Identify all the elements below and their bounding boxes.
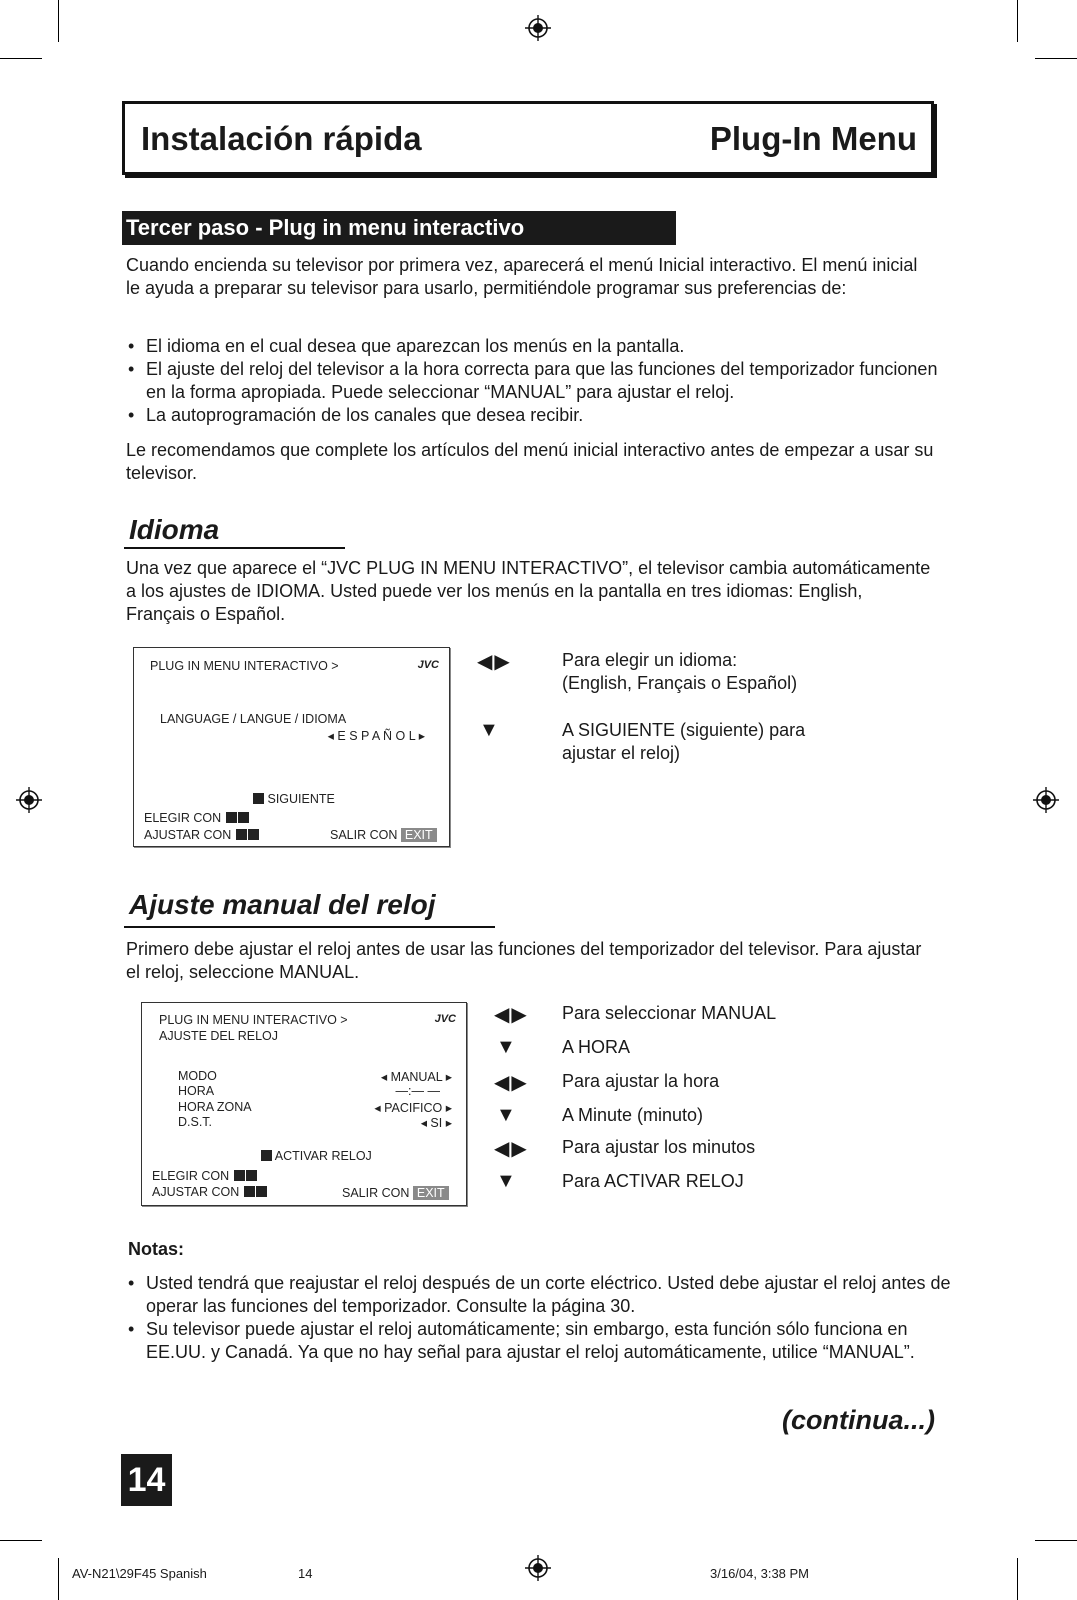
instruction-text: Para seleccionar MANUAL	[562, 1003, 777, 1023]
crop-mark	[58, 1558, 59, 1600]
down-key-icon	[246, 1170, 257, 1181]
registration-mark-icon	[525, 15, 551, 41]
idioma-paragraph: Una vez que aparece el “JVC PLUG IN MENU INTERACTIVO”, el televisor cambia automáticamente a los ajustes de IDIOMA. Usted puede ver los menús en la pantalla en tres idiomas: English, Français o Español.	[126, 558, 931, 624]
idioma-heading: Idioma	[129, 514, 220, 545]
instruction-text: A SIGUIENTE (siguiente) para ajustar el reloj)	[562, 720, 806, 763]
list-item: • La autoprogramación de los canales que desea recibir.	[126, 404, 938, 427]
intro-paragraph: Cuando encienda su televisor por primera vez, aparecerá el menú Inicial interactivo. El menú inicial le ayuda a preparar su televisor para usarlo, permitiéndole programar sus preferencias de:	[126, 255, 918, 298]
notas-heading: Notas:	[128, 1239, 185, 1259]
list-item: • El ajuste del reloj del televisor a la hora correcta para que las funciones del temporizador funcionen en la forma apropiada. Puede seleccionar “MANUAL” para ajustar el reloj.	[126, 358, 938, 404]
row-label-hora: HORA	[178, 1084, 215, 1098]
elegir-hint	[152, 1169, 257, 1183]
continua-label: (continua...)	[782, 1405, 935, 1435]
instruction-text: A HORA	[562, 1037, 631, 1057]
crop-mark	[1017, 1558, 1018, 1600]
registration-mark-icon	[525, 1555, 551, 1581]
right-key-icon	[256, 1186, 267, 1197]
exit-button-label: EXIT	[413, 1186, 449, 1200]
crop-mark	[1017, 0, 1018, 42]
list-item: • El idioma en el cual desea que aparezcan los menús en la pantalla.	[126, 335, 938, 358]
registration-mark-icon	[1033, 787, 1059, 813]
page-header	[122, 101, 934, 175]
crop-mark	[1035, 58, 1077, 59]
salir-hint	[342, 1186, 449, 1200]
crop-mark	[58, 0, 59, 42]
siguiente-label: SIGUIENTE	[267, 792, 335, 806]
language-value: ◂ E S P A Ñ O L ▸	[327, 729, 425, 743]
activar-option	[260, 1149, 372, 1163]
list-item: • Usted tendrá que reajustar el reloj después de un corte eléctrico. Usted debe ajustar el reloj antes de operar las funciones del temporizador. Consulte la página 30.	[126, 1272, 954, 1318]
down-key-icon	[238, 812, 249, 823]
elegir-hint	[144, 811, 249, 825]
page-number-badge: 14	[121, 1454, 172, 1506]
up-key-icon	[226, 812, 237, 823]
left-right-arrows-icon: ◀▶	[494, 1004, 529, 1026]
left-right-arrows-icon: ◀▶	[494, 1072, 529, 1094]
jvc-logo: JVC	[417, 659, 439, 671]
crop-mark	[0, 1540, 42, 1541]
preferences-list	[126, 335, 938, 427]
elegir-label: ELEGIR CON	[144, 811, 222, 825]
instruction-text: Para elegir un idioma: (English, Français o Español)	[562, 650, 798, 693]
down-arrow-icon: ▼	[479, 719, 501, 741]
heading-underline	[124, 547, 345, 549]
list-item: • Su televisor puede ajustar el reloj automáticamente; sin embargo, esta función sólo funciona en EE.UU. y Canadá. Ya que no hay señal para ajustar el reloj automáticamente, utilice “MANUAL”.	[126, 1318, 954, 1364]
down-arrow-icon: ▼	[496, 1170, 518, 1192]
left-key-icon	[236, 829, 247, 840]
right-key-icon	[248, 829, 259, 840]
ajustar-hint	[144, 828, 259, 842]
salir-label: SALIR CON	[342, 1186, 410, 1200]
header-title: Instalación rápida	[141, 120, 422, 157]
screen-title: PLUG IN MENU INTERACTIVO >	[159, 1013, 348, 1027]
header-menu-title: Plug-In Menu	[709, 120, 917, 157]
screen-subtitle: AJUSTE DEL RELOJ	[159, 1029, 279, 1043]
row-label-dst: D.S.T.	[178, 1115, 213, 1129]
left-right-arrows-icon: ◀▶	[477, 651, 512, 673]
section-bar: Tercer paso - Plug in menu interactivo	[122, 211, 676, 245]
footer-date: 3/16/04, 3:38 PM	[710, 1566, 810, 1581]
instruction-text: A Minute (minuto)	[562, 1105, 704, 1125]
left-right-arrows-icon: ◀▶	[494, 1138, 529, 1160]
notas-list	[126, 1272, 954, 1364]
instruction-text: Para ajustar la hora	[562, 1071, 720, 1091]
jvc-logo: JVC	[434, 1013, 456, 1025]
row-value-dst: ◂ SI ▸	[420, 1116, 452, 1130]
row-label-hora-zona: HORA ZONA	[178, 1100, 252, 1114]
idioma-menu-screen	[133, 647, 450, 847]
activar-label: ACTIVAR RELOJ	[274, 1149, 372, 1163]
screen-title: PLUG IN MENU INTERACTIVO >	[150, 659, 339, 673]
crop-mark	[0, 58, 42, 59]
footer-file: AV-N21\29F45 Spanish	[72, 1566, 207, 1581]
salir-label: SALIR CON	[330, 828, 398, 842]
footer-page: 14	[298, 1566, 313, 1581]
elegir-label: ELEGIR CON	[152, 1169, 230, 1183]
up-key-icon	[234, 1170, 245, 1181]
down-key-icon	[253, 793, 264, 804]
reloj-paragraph: Primero debe ajustar el reloj antes de usar las funciones del temporizador del televisor. Para ajustar el reloj, seleccione MANUAL.	[126, 939, 922, 982]
registration-mark-icon	[16, 787, 42, 813]
heading-underline	[124, 926, 495, 928]
down-key-icon	[261, 1150, 272, 1161]
row-value-hora: —:— —	[395, 1084, 440, 1098]
siguiente-option	[252, 792, 335, 806]
instruction-text: Para ajustar los minutos	[562, 1137, 756, 1157]
ajustar-label: AJUSTAR CON	[152, 1185, 240, 1199]
down-arrow-icon: ▼	[496, 1036, 518, 1058]
down-arrow-icon: ▼	[496, 1104, 518, 1126]
instruction-text: Para ACTIVAR RELOJ	[562, 1171, 744, 1191]
left-key-icon	[244, 1186, 255, 1197]
reloj-heading: Ajuste manual del reloj	[129, 889, 436, 920]
row-value-modo: ◂ MANUAL ▸	[380, 1070, 452, 1084]
ajustar-hint	[152, 1185, 267, 1199]
row-value-hora-zona: ◂ PACIFICO ▸	[374, 1101, 452, 1115]
ajustar-label: AJUSTAR CON	[144, 828, 232, 842]
reloj-menu-screen	[141, 1002, 467, 1206]
row-label-modo: MODO	[178, 1069, 217, 1083]
crop-mark	[1035, 1540, 1077, 1541]
salir-hint	[330, 828, 437, 842]
language-label: LANGUAGE / LANGUE / IDIOMA	[160, 712, 347, 726]
recommend-paragraph: Le recomendamos que complete los artículos del menú inicial interactivo antes de empezar a usar su televisor.	[126, 440, 934, 483]
exit-button-label: EXIT	[401, 828, 437, 842]
